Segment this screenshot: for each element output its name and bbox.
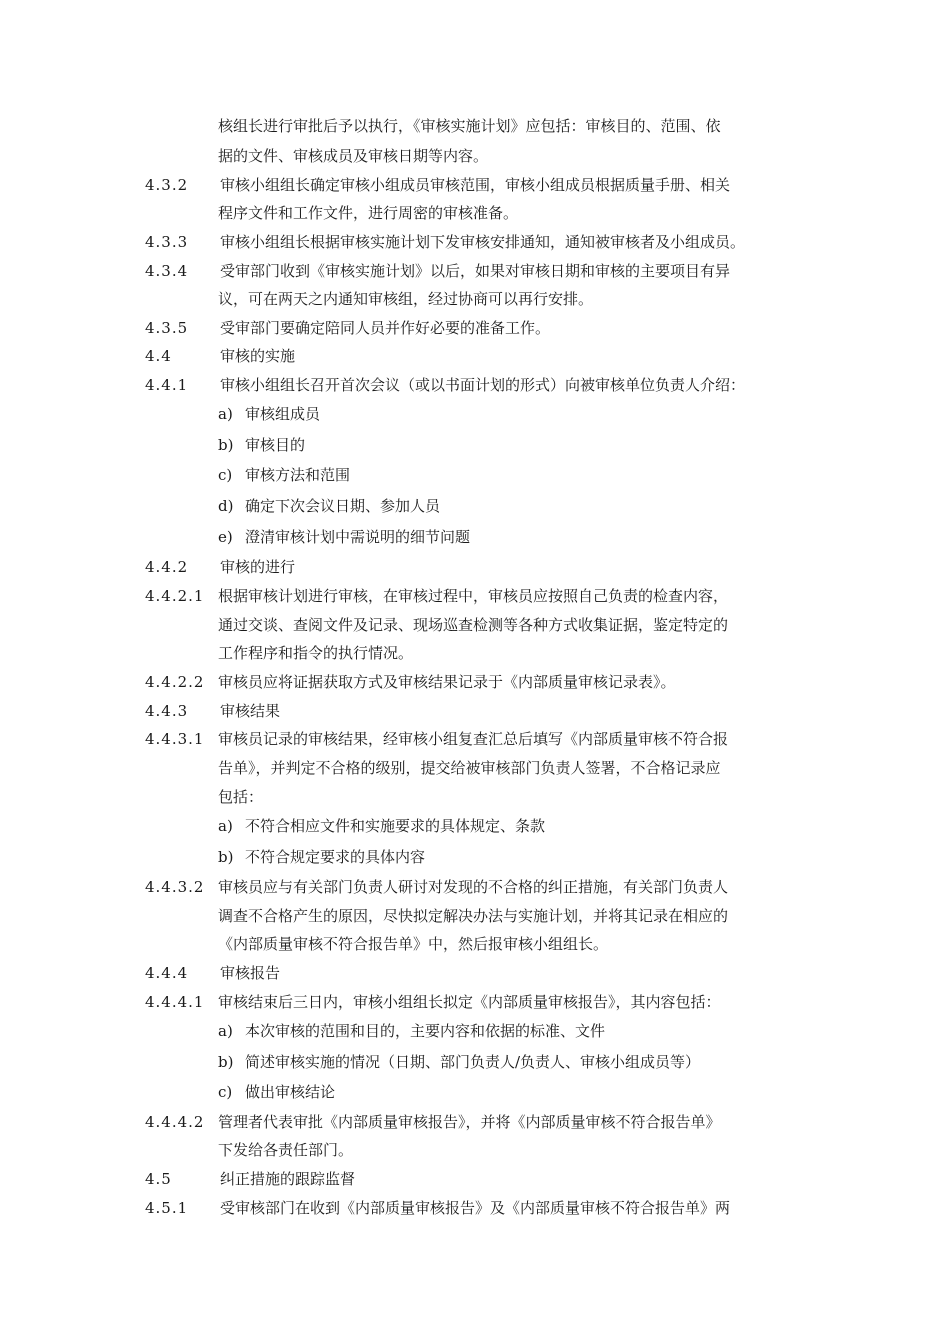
line-text: 调查不合格产生的原因，尽快拟定解决办法与实施计划，并将其记录在相应的 xyxy=(218,907,729,925)
clause-text: 审核员记录的审核结果，经审核小组复查汇总后填写《内部质量审核不符合报 xyxy=(218,730,729,748)
clause-text: 管理者代表审批《内部质量审核报告》，并将《内部质量审核不符合报告单》 xyxy=(218,1113,721,1131)
clause-number: 4.5.1 xyxy=(145,1199,189,1217)
section-number: 4.5 xyxy=(145,1170,172,1188)
line-text: 下发给各责任部门。 xyxy=(218,1141,354,1159)
clause-number: 4.3.4 xyxy=(145,262,189,280)
list-text: 确定下次会议日期、参加人员 xyxy=(245,497,441,515)
line-text: 程序文件和工作文件，进行周密的审核准备。 xyxy=(218,204,519,222)
list-text: 简述审核实施的情况（日期、部门负责人/负责人、审核小组成员等） xyxy=(245,1053,701,1071)
clause-text: 审核员应与有关部门负责人研讨对发现的不合格的纠正措施，有关部门负责人 xyxy=(218,878,729,896)
clause-number: 4.4.3.1 xyxy=(145,730,205,748)
list-label: a) xyxy=(218,817,233,835)
clause-number: 4.4.4.1 xyxy=(145,993,205,1011)
list-text: 不符合相应文件和实施要求的具体规定、条款 xyxy=(245,817,546,835)
list-text: 审核方法和范围 xyxy=(245,466,351,484)
section-heading: 审核的进行 xyxy=(220,558,296,576)
line-text: 包括： xyxy=(218,788,264,806)
list-label: c) xyxy=(218,466,233,484)
line-text: 告单》，并判定不合格的级别，提交给被审核部门负责人签署，不合格记录应 xyxy=(218,759,721,777)
section-number: 4.4.4 xyxy=(145,964,189,982)
clause-number: 4.4.2.2 xyxy=(145,673,205,691)
section-number: 4.4.3 xyxy=(145,702,189,720)
clause-text: 根据审核计划进行审核，在审核过程中，审核员应按照自己负责的检查内容， xyxy=(218,587,729,605)
clause-number: 4.4.3.2 xyxy=(145,878,205,896)
section-heading: 纠正措施的跟踪监督 xyxy=(220,1170,356,1188)
clause-text: 审核结束后三日内，审核小组组长拟定《内部质量审核报告》，其内容包括： xyxy=(218,993,721,1011)
line-text: 核组长进行审批后予以执行，《审核实施计划》应包括：审核目的、范围、依 xyxy=(218,117,721,135)
clause-text: 审核小组组长召开首次会议（或以书面计划的形式）向被审核单位负责人介绍： xyxy=(220,376,746,394)
line-text: 议，可在两天之内通知审核组，经过协商可以再行安排。 xyxy=(218,290,594,308)
clause-text: 受审核部门在收到《内部质量审核报告》及《内部质量审核不符合报告单》两 xyxy=(220,1199,731,1217)
list-label: a) xyxy=(218,405,233,423)
list-text: 本次审核的范围和目的，主要内容和依据的标准、文件 xyxy=(245,1022,606,1040)
section-heading: 审核报告 xyxy=(220,964,281,982)
clause-number: 4.3.2 xyxy=(145,176,189,194)
clause-text: 审核小组组长根据审核实施计划下发审核安排通知，通知被审核者及小组成员。 xyxy=(220,233,746,251)
list-label: b) xyxy=(218,848,234,866)
section-heading: 审核的实施 xyxy=(220,347,296,365)
list-label: b) xyxy=(218,1053,234,1071)
list-label: b) xyxy=(218,436,234,454)
list-label: a) xyxy=(218,1022,233,1040)
section-number: 4.4.2 xyxy=(145,558,189,576)
line-text: 据的文件、审核成员及审核日期等内容。 xyxy=(218,147,489,165)
line-text: 工作程序和指令的执行情况。 xyxy=(218,644,414,662)
list-text: 审核组成员 xyxy=(245,405,321,423)
clause-number: 4.4.4.2 xyxy=(145,1113,205,1131)
list-label: c) xyxy=(218,1083,233,1101)
line-text: 《内部质量审核不符合报告单》中，然后报审核小组组长。 xyxy=(218,935,609,953)
list-text: 审核目的 xyxy=(245,436,306,454)
line-text: 通过交谈、查阅文件及记录、现场巡查检测等各种方式收集证据，鉴定特定的 xyxy=(218,616,729,634)
list-label: e) xyxy=(218,528,233,546)
list-text: 澄清审核计划中需说明的细节问题 xyxy=(245,528,471,546)
section-number: 4.4 xyxy=(145,347,172,365)
clause-text: 审核员应将证据获取方式及审核结果记录于《内部质量审核记录表》。 xyxy=(218,673,676,691)
list-label: d) xyxy=(218,497,234,515)
section-heading: 审核结果 xyxy=(220,702,281,720)
clause-text: 审核小组组长确定审核小组成员审核范围，审核小组成员根据质量手册、相关 xyxy=(220,176,731,194)
clause-number: 4.3.3 xyxy=(145,233,189,251)
list-text: 做出审核结论 xyxy=(245,1083,336,1101)
clause-number: 4.4.1 xyxy=(145,376,189,394)
clause-text: 受审部门要确定陪同人员并作好必要的准备工作。 xyxy=(220,319,551,337)
clause-text: 受审部门收到《审核实施计划》以后，如果对审核日期和审核的主要项目有异 xyxy=(220,262,731,280)
list-text: 不符合规定要求的具体内容 xyxy=(245,848,426,866)
clause-number: 4.4.2.1 xyxy=(145,587,205,605)
clause-number: 4.3.5 xyxy=(145,319,189,337)
